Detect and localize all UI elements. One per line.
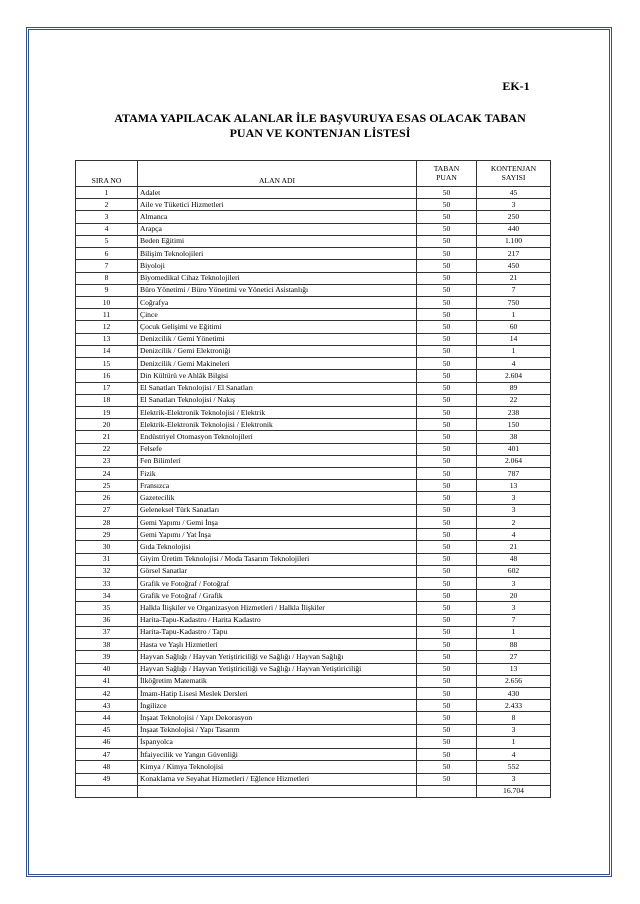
- cell-alan-adi: Adalet: [138, 187, 417, 199]
- table-row: [76, 541, 551, 553]
- cell-sira-no: 16: [76, 370, 138, 382]
- cell-kontenjan: 4: [477, 749, 551, 761]
- table-row: [76, 480, 551, 492]
- cell-kontenjan: 552: [477, 761, 551, 773]
- table-row: [76, 773, 551, 785]
- cell-kontenjan: 3: [477, 578, 551, 590]
- cell-taban-puan: 50: [417, 492, 477, 504]
- cell-sira-no: 42: [76, 687, 138, 699]
- cell-alan-adi: İlköğretim Matematik: [138, 675, 417, 687]
- cell-sira-no: 22: [76, 443, 138, 455]
- header-kontenjan-line-2: SAYISI: [501, 173, 526, 182]
- cell-kontenjan: 1: [477, 626, 551, 638]
- cell-alan-adi: Çocuk Gelişimi ve Eğitimi: [138, 321, 417, 333]
- cell-kontenjan: 3: [477, 602, 551, 614]
- cell-taban-puan: 50: [417, 541, 477, 553]
- table-row: [76, 370, 551, 382]
- cell-taban-puan: 50: [417, 443, 477, 455]
- table-row: [76, 651, 551, 663]
- cell-sira-no: 6: [76, 248, 138, 260]
- cell-alan-adi: İtfaiyecilik ve Yangın Güvenliği: [138, 749, 417, 761]
- cell-kontenjan: 7: [477, 614, 551, 626]
- table-row: [76, 736, 551, 748]
- header-taban-puan-line-1: TABAN: [433, 164, 460, 173]
- cell-kontenjan: 401: [477, 443, 551, 455]
- cell-alan-adi: Çince: [138, 309, 417, 321]
- cell-taban-puan: 50: [417, 406, 477, 418]
- cell-alan-adi: Harita-Tapu-Kadastro / Tapu: [138, 626, 417, 638]
- cell-kontenjan: 1.100: [477, 235, 551, 247]
- cell-alan-adi: Gemi Yapımı / Yat İnşa: [138, 529, 417, 541]
- table-row: [76, 358, 551, 370]
- cell-sira-no: 7: [76, 260, 138, 272]
- table-row: [76, 419, 551, 431]
- cell-alan-adi: Grafik ve Fotoğraf / Grafik: [138, 590, 417, 602]
- cell-taban-puan: 50: [417, 553, 477, 565]
- table-row: [76, 761, 551, 773]
- cell-taban-puan: 50: [417, 296, 477, 308]
- cell-taban-puan: 50: [417, 590, 477, 602]
- cell-kontenjan: 2.433: [477, 700, 551, 712]
- table-row: [76, 749, 551, 761]
- cell-kontenjan: 4: [477, 529, 551, 541]
- cell-alan-adi: Denizcilik / Gemi Elektroniği: [138, 345, 417, 357]
- cell-alan-adi: El Sanatları Teknolojisi / Nakış: [138, 394, 417, 406]
- cell-sira-no: 26: [76, 492, 138, 504]
- cell-alan-adi: Beden Eğitimi: [138, 235, 417, 247]
- cell-kontenjan: 21: [477, 541, 551, 553]
- cell-sira-no: 35: [76, 602, 138, 614]
- cell-alan-adi: Coğrafya: [138, 296, 417, 308]
- cell-sira-no: 24: [76, 468, 138, 480]
- cell-taban-puan: 50: [417, 565, 477, 577]
- cell-kontenjan: 21: [477, 272, 551, 284]
- cell-sira-no: 48: [76, 761, 138, 773]
- cell-sira-no: 30: [76, 541, 138, 553]
- cell-kontenjan: 13: [477, 480, 551, 492]
- cell-sira-no: 38: [76, 639, 138, 651]
- cell-taban-puan: 50: [417, 431, 477, 443]
- cell-alan-adi: Halkla İlişkiler ve Organizasyon Hizmetleri / Halkla İlişkiler: [138, 602, 417, 614]
- cell-taban-puan: 50: [417, 480, 477, 492]
- cell-kontenjan: 440: [477, 223, 551, 235]
- table-row: [76, 455, 551, 467]
- cell-sira-no: 13: [76, 333, 138, 345]
- cell-alan-adi: İmam-Hatip Lisesi Meslek Dersleri: [138, 687, 417, 699]
- cell-kontenjan: 2: [477, 516, 551, 528]
- cell-kontenjan: 1: [477, 345, 551, 357]
- header-sira-no: SIRA NO: [76, 161, 138, 187]
- table-row: [76, 724, 551, 736]
- table-row: [76, 296, 551, 308]
- cell-alan-adi: Hayvan Sağlığı / Hayvan Yetiştiriciliği ve Sağlığı / Hayvan Sağlığı: [138, 651, 417, 663]
- cell-taban-puan: 50: [417, 675, 477, 687]
- cell-kontenjan: 60: [477, 321, 551, 333]
- cell-taban-puan: 50: [417, 651, 477, 663]
- table-row: [76, 284, 551, 296]
- cell-alan-adi: Gıda Teknolojisi: [138, 541, 417, 553]
- table-row: [76, 663, 551, 675]
- cell-kontenjan: 1: [477, 309, 551, 321]
- cell-alan-adi: Biyoloji: [138, 260, 417, 272]
- cell-taban-puan: 50: [417, 455, 477, 467]
- cell-taban-puan: 50: [417, 749, 477, 761]
- cell-taban-puan: 50: [417, 382, 477, 394]
- cell-kontenjan: 450: [477, 260, 551, 272]
- cell-kontenjan: 430: [477, 687, 551, 699]
- table-row: [76, 626, 551, 638]
- table-row: [76, 406, 551, 418]
- table-row: [76, 223, 551, 235]
- cell-total-empty-name: [138, 785, 417, 797]
- table-row: [76, 614, 551, 626]
- cell-taban-puan: 50: [417, 614, 477, 626]
- cell-sira-no: 8: [76, 272, 138, 284]
- cell-kontenjan: 45: [477, 187, 551, 199]
- cell-sira-no: 14: [76, 345, 138, 357]
- cell-taban-puan: 50: [417, 223, 477, 235]
- cell-kontenjan: 13: [477, 663, 551, 675]
- cell-sira-no: 44: [76, 712, 138, 724]
- table-row: [76, 516, 551, 528]
- cell-sira-no: 36: [76, 614, 138, 626]
- cell-sira-no: 9: [76, 284, 138, 296]
- cell-sira-no: 28: [76, 516, 138, 528]
- quota-table: [75, 160, 551, 798]
- cell-alan-adi: Endüstriyel Otomasyon Teknolojileri: [138, 431, 417, 443]
- cell-alan-adi: Fransızca: [138, 480, 417, 492]
- cell-alan-adi: Giyim Üretim Teknolojisi / Moda Tasarım Teknolojileri: [138, 553, 417, 565]
- table-row: [76, 211, 551, 223]
- table-header-row: [76, 161, 551, 187]
- table-row: [76, 565, 551, 577]
- table-row: [76, 382, 551, 394]
- cell-kontenjan: 3: [477, 492, 551, 504]
- table-row: [76, 602, 551, 614]
- cell-alan-adi: Kimya / Kimya Teknolojisi: [138, 761, 417, 773]
- cell-alan-adi: Hasta ve Yaşlı Hizmetleri: [138, 639, 417, 651]
- document-title-line-1: ATAMA YAPILACAK ALANLAR İLE BAŞVURUYA ESAS OLACAK TABAN: [114, 111, 526, 125]
- cell-alan-adi: Almanca: [138, 211, 417, 223]
- cell-taban-puan: 50: [417, 187, 477, 199]
- cell-kontenjan: 250: [477, 211, 551, 223]
- cell-sira-no: 31: [76, 553, 138, 565]
- cell-kontenjan: 8: [477, 712, 551, 724]
- cell-alan-adi: İnşaat Teknolojisi / Yapı Dekorasyon: [138, 712, 417, 724]
- cell-total-empty-puan: [417, 785, 477, 797]
- cell-alan-adi: Konaklama ve Seyahat Hizmetleri / Eğlence Hizmetleri: [138, 773, 417, 785]
- cell-kontenjan: 3: [477, 724, 551, 736]
- cell-taban-puan: 50: [417, 761, 477, 773]
- table-row: [76, 431, 551, 443]
- cell-taban-puan: 50: [417, 736, 477, 748]
- cell-sira-no: 21: [76, 431, 138, 443]
- cell-sira-no: 17: [76, 382, 138, 394]
- cell-taban-puan: 50: [417, 333, 477, 345]
- cell-sira-no: 1: [76, 187, 138, 199]
- cell-taban-puan: 50: [417, 639, 477, 651]
- cell-taban-puan: 50: [417, 284, 477, 296]
- cell-alan-adi: İspanyolca: [138, 736, 417, 748]
- cell-alan-adi: Gemi Yapımı / Gemi İnşa: [138, 516, 417, 528]
- table-row: [76, 639, 551, 651]
- cell-taban-puan: 50: [417, 626, 477, 638]
- table-row: [76, 504, 551, 516]
- cell-sira-no: 12: [76, 321, 138, 333]
- cell-kontenjan: 2.064: [477, 455, 551, 467]
- cell-alan-adi: Büro Yönetimi / Büro Yönetimi ve Yönetici Asistanlığı: [138, 284, 417, 296]
- cell-kontenjan: 38: [477, 431, 551, 443]
- cell-taban-puan: 50: [417, 419, 477, 431]
- cell-alan-adi: Denizcilik / Gemi Makineleri: [138, 358, 417, 370]
- cell-kontenjan: 2.656: [477, 675, 551, 687]
- table-row: [76, 333, 551, 345]
- cell-alan-adi: Harita-Tapu-Kadastro / Harita Kadastro: [138, 614, 417, 626]
- cell-alan-adi: Fen Bilimleri: [138, 455, 417, 467]
- cell-kontenjan: 602: [477, 565, 551, 577]
- table-row: [76, 553, 551, 565]
- cell-alan-adi: İngilizce: [138, 700, 417, 712]
- cell-sira-no: 29: [76, 529, 138, 541]
- cell-sira-no: 37: [76, 626, 138, 638]
- table-row: [76, 590, 551, 602]
- cell-kontenjan: 1: [477, 736, 551, 748]
- cell-total-kontenjan: 16.704: [477, 785, 551, 797]
- cell-sira-no: 18: [76, 394, 138, 406]
- cell-taban-puan: 50: [417, 663, 477, 675]
- table-row: [76, 272, 551, 284]
- table-row: [76, 309, 551, 321]
- cell-sira-no: 4: [76, 223, 138, 235]
- cell-kontenjan: 4: [477, 358, 551, 370]
- cell-sira-no: 45: [76, 724, 138, 736]
- cell-alan-adi: Hayvan Sağlığı / Hayvan Yetiştiriciliği ve Sağlığı / Hayvan Yetiştiriciliği: [138, 663, 417, 675]
- cell-taban-puan: 50: [417, 724, 477, 736]
- cell-taban-puan: 50: [417, 211, 477, 223]
- cell-taban-puan: 50: [417, 394, 477, 406]
- document-title: [70, 111, 570, 141]
- cell-alan-adi: Biyomedikal Cihaz Teknolojileri: [138, 272, 417, 284]
- cell-sira-no: 3: [76, 211, 138, 223]
- cell-taban-puan: 50: [417, 321, 477, 333]
- cell-alan-adi: Fizik: [138, 468, 417, 480]
- table-row: [76, 700, 551, 712]
- cell-kontenjan: 48: [477, 553, 551, 565]
- cell-taban-puan: 50: [417, 358, 477, 370]
- cell-taban-puan: 50: [417, 468, 477, 480]
- table-row: [76, 578, 551, 590]
- cell-taban-puan: 50: [417, 602, 477, 614]
- document-title-line-2: PUAN VE KONTENJAN LİSTESİ: [229, 126, 411, 140]
- cell-kontenjan: 27: [477, 651, 551, 663]
- header-alan-adi: ALAN ADI: [138, 161, 417, 187]
- cell-sira-no: 47: [76, 749, 138, 761]
- cell-kontenjan: 20: [477, 590, 551, 602]
- table-row: [76, 529, 551, 541]
- cell-taban-puan: 50: [417, 712, 477, 724]
- header-kontenjan-line-1: KONTENJAN: [490, 164, 537, 173]
- cell-kontenjan: 3: [477, 199, 551, 211]
- cell-alan-adi: Bilişim Teknolojileri: [138, 248, 417, 260]
- table-row: [76, 687, 551, 699]
- cell-sira-no: 15: [76, 358, 138, 370]
- cell-kontenjan: 89: [477, 382, 551, 394]
- cell-alan-adi: İnşaat Teknolojisi / Yapı Tasarım: [138, 724, 417, 736]
- table-row: [76, 187, 551, 199]
- table-row: [76, 712, 551, 724]
- cell-sira-no: 32: [76, 565, 138, 577]
- cell-sira-no: 46: [76, 736, 138, 748]
- cell-alan-adi: Felsefe: [138, 443, 417, 455]
- cell-kontenjan: 150: [477, 419, 551, 431]
- table-row: [76, 394, 551, 406]
- cell-sira-no: 5: [76, 235, 138, 247]
- cell-kontenjan: 22: [477, 394, 551, 406]
- table-row: [76, 492, 551, 504]
- header-taban-puan: [417, 161, 477, 187]
- cell-sira-no: 23: [76, 455, 138, 467]
- cell-taban-puan: 50: [417, 235, 477, 247]
- cell-taban-puan: 50: [417, 578, 477, 590]
- cell-taban-puan: 50: [417, 272, 477, 284]
- cell-alan-adi: Gazetecilik: [138, 492, 417, 504]
- cell-alan-adi: Din Kültürü ve Ahlâk Bilgisi: [138, 370, 417, 382]
- cell-alan-adi: Denizcilik / Gemi Yönetimi: [138, 333, 417, 345]
- cell-taban-puan: 50: [417, 248, 477, 260]
- cell-alan-adi: Elektrik-Elektronik Teknolojisi / Elektrik: [138, 406, 417, 418]
- cell-taban-puan: 50: [417, 199, 477, 211]
- cell-sira-no: 11: [76, 309, 138, 321]
- table-row: [76, 248, 551, 260]
- table-row: [76, 199, 551, 211]
- table-total-row: [76, 785, 551, 797]
- header-kontenjan-sayisi: [477, 161, 551, 187]
- cell-taban-puan: 50: [417, 516, 477, 528]
- cell-sira-no: 34: [76, 590, 138, 602]
- cell-kontenjan: 238: [477, 406, 551, 418]
- cell-sira-no: 41: [76, 675, 138, 687]
- cell-kontenjan: 88: [477, 639, 551, 651]
- cell-alan-adi: Arapça: [138, 223, 417, 235]
- table-row: [76, 321, 551, 333]
- header-taban-puan-line-2: PUAN: [436, 173, 457, 182]
- cell-kontenjan: 2.604: [477, 370, 551, 382]
- cell-taban-puan: 50: [417, 260, 477, 272]
- cell-alan-adi: Görsel Sanatlar: [138, 565, 417, 577]
- cell-sira-no: 19: [76, 406, 138, 418]
- table-row: [76, 468, 551, 480]
- cell-taban-puan: 50: [417, 773, 477, 785]
- cell-taban-puan: 50: [417, 687, 477, 699]
- table-row: [76, 235, 551, 247]
- cell-sira-no: 49: [76, 773, 138, 785]
- document-code: EK-1: [502, 79, 530, 93]
- cell-alan-adi: El Sanatları Teknolojisi / El Sanatları: [138, 382, 417, 394]
- cell-taban-puan: 50: [417, 529, 477, 541]
- cell-sira-no: 40: [76, 663, 138, 675]
- table-row: [76, 260, 551, 272]
- cell-alan-adi: Grafik ve Fotoğraf / Fotoğraf: [138, 578, 417, 590]
- cell-sira-no: 25: [76, 480, 138, 492]
- cell-taban-puan: 50: [417, 370, 477, 382]
- cell-kontenjan: 7: [477, 284, 551, 296]
- cell-taban-puan: 50: [417, 345, 477, 357]
- table-row: [76, 675, 551, 687]
- cell-kontenjan: 787: [477, 468, 551, 480]
- table-body: [76, 187, 551, 798]
- cell-taban-puan: 50: [417, 309, 477, 321]
- cell-kontenjan: 217: [477, 248, 551, 260]
- cell-sira-no: 20: [76, 419, 138, 431]
- cell-total-empty-no: [76, 785, 138, 797]
- cell-sira-no: 33: [76, 578, 138, 590]
- table-row: [76, 345, 551, 357]
- cell-sira-no: 39: [76, 651, 138, 663]
- cell-sira-no: 10: [76, 296, 138, 308]
- cell-alan-adi: Aile ve Tüketici Hizmetleri: [138, 199, 417, 211]
- cell-sira-no: 43: [76, 700, 138, 712]
- cell-alan-adi: Elektrik-Elektronik Teknolojisi / Elektronik: [138, 419, 417, 431]
- cell-kontenjan: 750: [477, 296, 551, 308]
- cell-kontenjan: 3: [477, 773, 551, 785]
- table-row: [76, 443, 551, 455]
- cell-sira-no: 27: [76, 504, 138, 516]
- cell-taban-puan: 50: [417, 700, 477, 712]
- cell-alan-adi: Geleneksel Türk Sanatları: [138, 504, 417, 516]
- cell-sira-no: 2: [76, 199, 138, 211]
- cell-kontenjan: 3: [477, 504, 551, 516]
- cell-taban-puan: 50: [417, 504, 477, 516]
- cell-kontenjan: 14: [477, 333, 551, 345]
